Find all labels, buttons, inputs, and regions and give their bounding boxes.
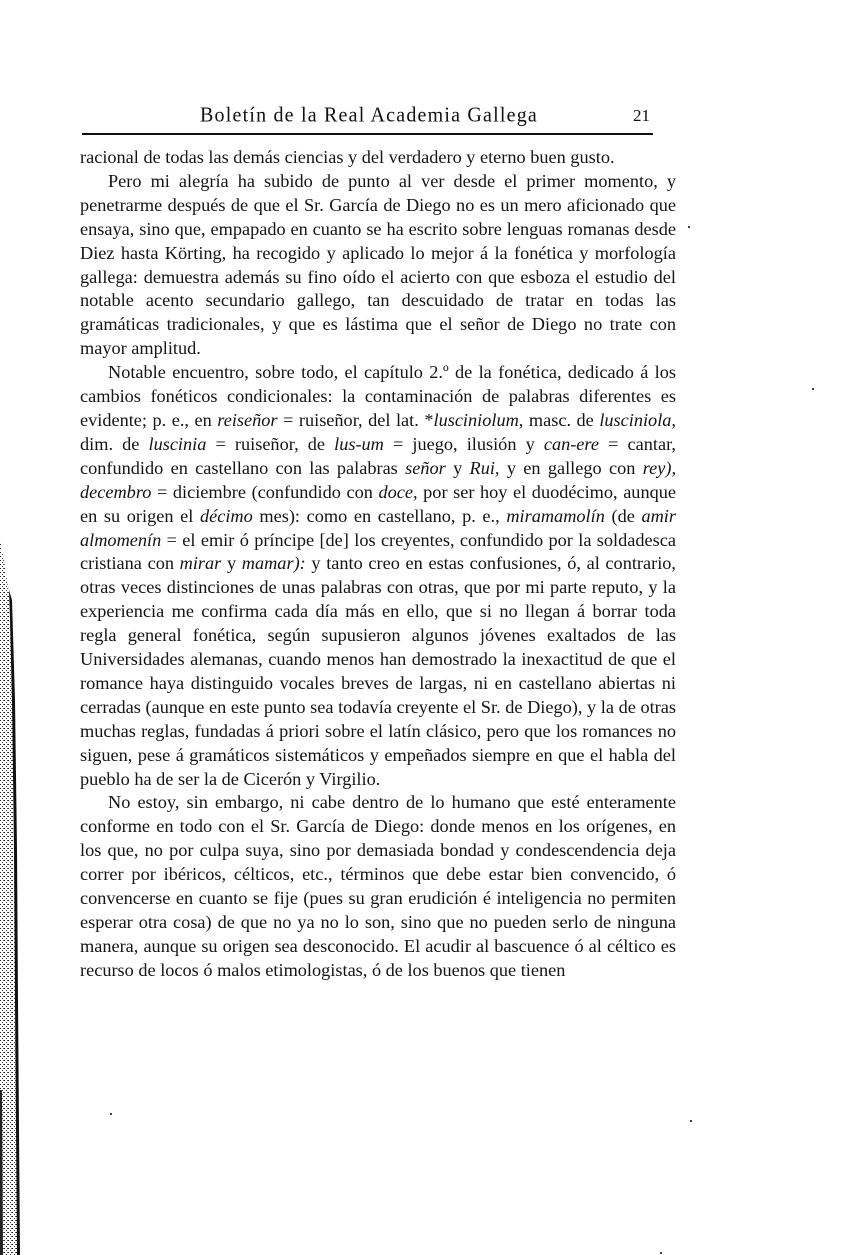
italic-term: décimo bbox=[199, 505, 253, 526]
body-text bbox=[80, 146, 676, 983]
scan-speck bbox=[110, 1113, 112, 1115]
text-run: y bbox=[445, 457, 470, 478]
text-run: y bbox=[221, 553, 242, 574]
italic-term: mirar bbox=[179, 553, 222, 574]
page-number: 21 bbox=[633, 106, 650, 125]
italic-term: amir almomenín bbox=[80, 505, 677, 550]
text-run: racional de todas las demás ciencias y del verdadero y eterno buen gusto. bbox=[80, 147, 615, 167]
italic-term: reiseñor bbox=[217, 409, 278, 430]
text-run: por ser hoy el duodécimo, aunque en su origen el bbox=[80, 481, 676, 526]
text-run: dim. de bbox=[80, 433, 149, 454]
page-binding-shadow bbox=[0, 0, 22, 1255]
text-run: = ruiseñor, de bbox=[206, 433, 335, 454]
text-run: Pero mi alegría ha subido de punto al ver desde el primer momento, y penetrarme después de que el Sr. García de Diego no es un mero aficionado que ensaya, sino que, empapado en cuanto se ha escrito sobre lenguas romanas desde Diez hasta Körting, ha recogido y aplicado lo mejor á la fonética y morfología gallega: demuestra además su fino oído el acierto con que esboza el estudio del notable acento secundario gallego, tan descuidado de tratar en todas las gramáticas tradicionales, y que es lástima que el señor de Diego no trate con mayor amplitud. bbox=[80, 170, 676, 359]
scan-speck bbox=[690, 1120, 692, 1122]
text-run: = juego, ilusión y bbox=[383, 433, 544, 454]
italic-term: rey), bbox=[642, 457, 677, 478]
text-run: Notable encuentro, sobre todo, el capítulo 2.º de la fonética, dedicado á los cambios fonéticos condicionales: la contaminación de palabras diferentes es evidente; p. e., en bbox=[80, 362, 676, 430]
text-run: y en gallego con bbox=[499, 457, 643, 478]
paragraph bbox=[80, 361, 676, 791]
paragraph bbox=[80, 791, 676, 982]
text-run: masc. de bbox=[523, 409, 600, 430]
running-title: Boletín de la Real Academia Gallega bbox=[200, 103, 538, 127]
text-run: mes): como en castellano, p. e., bbox=[252, 505, 507, 526]
italic-term: doce, bbox=[378, 481, 418, 502]
scan-speck bbox=[688, 226, 690, 228]
italic-term: mamar): bbox=[241, 553, 306, 574]
italic-term: lus-um bbox=[334, 433, 384, 454]
page-header bbox=[82, 104, 652, 132]
italic-term: lusciniola, bbox=[599, 409, 676, 430]
text-run: = el emir ó príncipe [de] los creyentes, confundido por la soldadesca cristiana con bbox=[80, 529, 676, 574]
italic-term: miramamolín bbox=[506, 505, 605, 526]
paragraph bbox=[80, 170, 676, 361]
scan-speck bbox=[812, 388, 814, 390]
italic-term: Rui, bbox=[469, 457, 500, 478]
italic-term: can-ere bbox=[543, 433, 599, 454]
text-run: = diciembre (confundido con bbox=[151, 481, 379, 502]
scan-speck bbox=[660, 1252, 662, 1254]
text-run: (de bbox=[604, 505, 642, 526]
text-run: y tanto creo en estas confusiones, ó, al contrario, otras veces distinciones de unas palabras con otras, que por mi parte reputo, y la experiencia me confirma cada día más en ello, que si no llegan á borrar toda regla general fonética, según supusieron algunos jóvenes exaltados de las Universidades alemanas, cuando menos han demostrado la inexactitud de que el romance haya distinguido vocales breves de largas, ni en castellano abiertas ni cerradas (aunque en este punto sea todavía creyente el Sr. de Diego), y la de otras muchas reglas, fundadas á priori sobre el latín clásico, pero que los romances no siguen, pese á gramáticos sistemáticos y empeñados siempre en que el habla del pueblo ha de ser la de Cicerón y Virgilio. bbox=[80, 553, 676, 789]
header-rule bbox=[82, 133, 653, 135]
italic-term: lusciniolum, bbox=[433, 409, 524, 430]
italic-term: luscinia bbox=[148, 433, 207, 454]
text-run: No estoy, sin embargo, ni cabe dentro de lo humano que esté enteramente conforme en todo con el Sr. García de Diego: donde menos en los orígenes, en los que, no por culpa suya, sino por demasiada bondad y condescendencia deja correr por ibéricos, célticos, etc., términos que debe estar bien convencido, ó convencerse en cuanto se fije (pues su gran erudición é inteligencia no permiten esperar otra cosa) de que no ya no lo son, sino que no pueden serlo de ninguna manera, aunque su origen sea desconocido. El acudir al bascuence ó al céltico es recurso de locos ó malos etimologistas, ó de los buenos que tienen bbox=[80, 792, 676, 980]
italic-term: decembro bbox=[80, 481, 152, 502]
text-run: = ruiseñor, del lat. * bbox=[277, 409, 434, 430]
paragraph bbox=[80, 146, 676, 170]
text-run: = cantar, confundido en castellano con las palabras bbox=[80, 433, 676, 478]
italic-term: señor bbox=[405, 457, 446, 478]
